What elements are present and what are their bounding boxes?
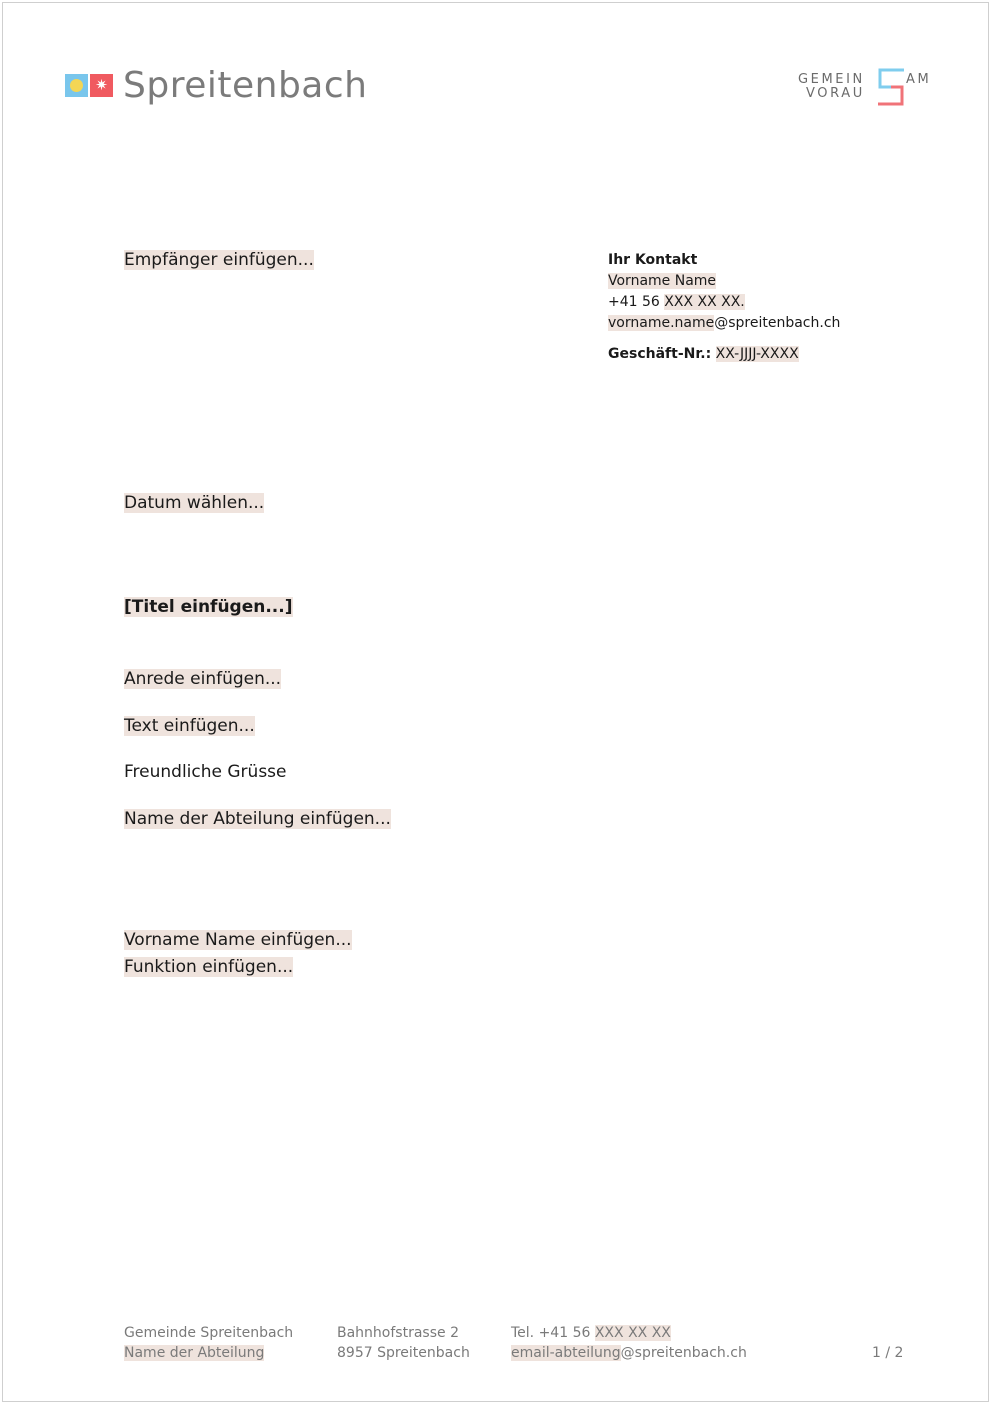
footer-tel — [511, 1323, 747, 1343]
sun-icon — [70, 79, 83, 92]
recipient-placeholder[interactable]: Empfänger einfügen... — [124, 250, 314, 270]
page-number: 1 / 2 — [872, 1345, 904, 1361]
contact-email-domain: @spreitenbach.ch — [714, 315, 841, 331]
footer-org: Gemeinde Spreitenbach — [124, 1325, 294, 1341]
signatory-function-placeholder[interactable]: Funktion einfügen... — [124, 957, 294, 977]
case-number — [608, 344, 840, 365]
logo-text-vorau: VORAU — [806, 86, 865, 101]
contact-heading: Ihr Kontakt — [608, 252, 698, 268]
contact-phone — [608, 292, 840, 313]
contact-block — [608, 250, 840, 365]
closing-text: Freundliche Grüsse — [124, 762, 287, 782]
footer-email-local[interactable]: email-abteilung — [511, 1345, 621, 1361]
text-placeholder[interactable]: Text einfügen... — [124, 716, 255, 736]
date-placeholder[interactable]: Datum wählen... — [124, 493, 265, 513]
contact-phone-prefix: +41 56 — [608, 294, 665, 310]
contact-name[interactable]: Vorname Name — [608, 273, 717, 289]
case-number-value[interactable]: XX-JJJJ-XXXX — [715, 346, 799, 362]
logo-text-gemein: GEMEIN — [798, 72, 865, 87]
crest-red-field — [90, 74, 113, 97]
star-icon: ✷ — [95, 76, 108, 94]
gemeinsam-voraus-logo — [798, 67, 938, 109]
contact-phone-value[interactable]: XXX XX XX. — [664, 294, 745, 310]
footer-org-block — [124, 1323, 293, 1363]
s-shape-icon — [876, 67, 906, 109]
contact-email — [608, 313, 840, 334]
footer-city: 8957 Spreitenbach — [337, 1345, 470, 1361]
spreitenbach-logo — [65, 65, 367, 106]
footer-address-block — [337, 1323, 470, 1363]
title-placeholder[interactable]: [Titel einfügen...] — [124, 597, 293, 617]
footer-dept[interactable]: Name der Abteilung — [124, 1345, 265, 1361]
footer-email-domain: @spreitenbach.ch — [620, 1345, 747, 1361]
footer-tel-prefix: Tel. +41 56 — [511, 1325, 595, 1341]
signatory-name-placeholder[interactable]: Vorname Name einfügen... — [124, 930, 352, 950]
crest-blue-field — [65, 74, 88, 97]
footer-contact-block — [511, 1323, 747, 1363]
department-placeholder[interactable]: Name der Abteilung einfügen... — [124, 809, 391, 829]
contact-email-local[interactable]: vorname.name — [608, 315, 715, 331]
document-page — [2, 2, 989, 1402]
footer-tel-value[interactable]: XXX XX XX — [594, 1325, 671, 1341]
footer-email — [511, 1343, 747, 1363]
logo-text-am: AM — [906, 72, 932, 87]
case-number-label: Geschäft-Nr.: — [608, 346, 712, 362]
crest-icon — [65, 74, 113, 97]
footer-street: Bahnhofstrasse 2 — [337, 1325, 459, 1341]
signatory-block — [124, 927, 352, 981]
brand-name: Spreitenbach — [123, 65, 368, 106]
salutation-placeholder[interactable]: Anrede einfügen... — [124, 669, 282, 689]
